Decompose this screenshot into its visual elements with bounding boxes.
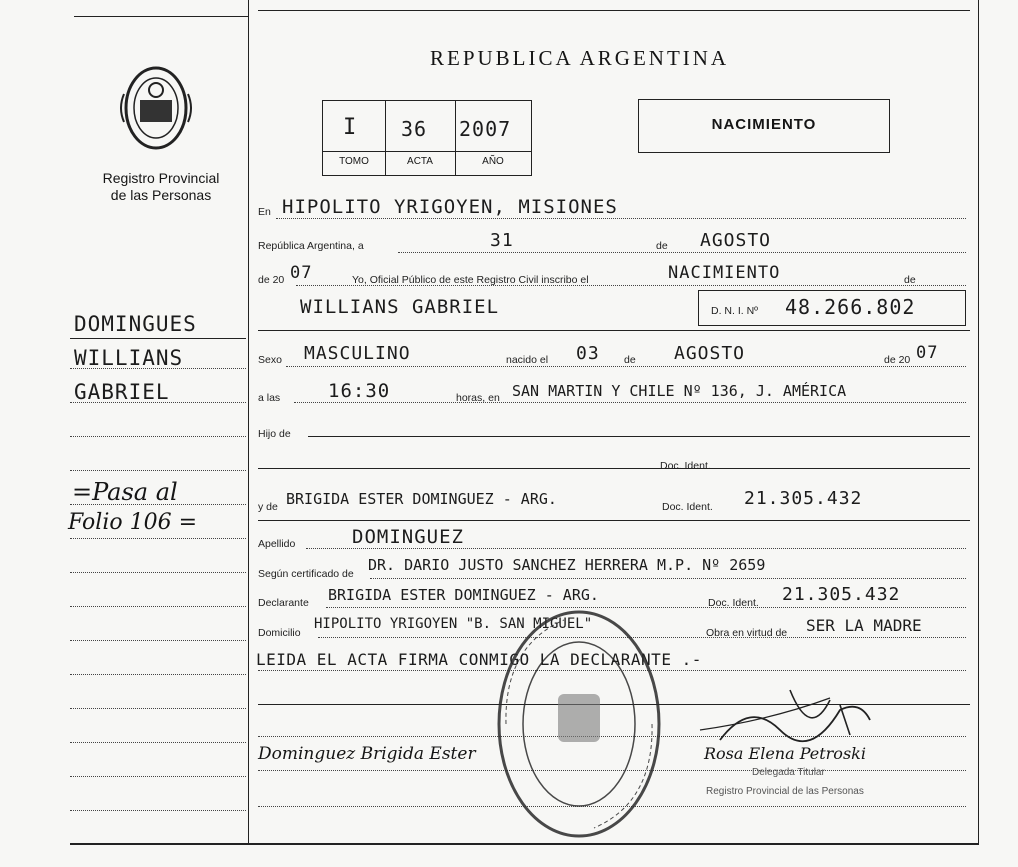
country-title: REPUBLICA ARGENTINA: [430, 46, 730, 70]
acta-label: ACTA: [407, 156, 433, 167]
mother-doc-value: 21.305.432: [744, 488, 863, 509]
sexo-value: MASCULINO: [304, 343, 411, 364]
tomo-label: TOMO: [339, 156, 369, 167]
declarante-label: Declarante: [258, 597, 309, 609]
margin-note-line2: Folio 106 =: [68, 510, 198, 535]
republica-label: República Argentina, a: [258, 240, 364, 252]
place-value: HIPOLITO YRIGOYEN, MISIONES: [282, 196, 618, 218]
top-rule-right: [258, 10, 970, 11]
doc-ident-label-father: Doc. Ident.: [660, 460, 711, 472]
margin-surname: DOMINGUES: [74, 312, 197, 336]
hijo-label: Hijo de: [258, 428, 291, 440]
leida-text: LEIDA EL ACTA FIRMA CONMIGO LA DECLARANTE .-: [256, 650, 702, 669]
bottom-rule: [70, 843, 978, 845]
year-suffix: 07: [290, 263, 313, 283]
dni-label: D. N. I. Nº: [711, 305, 759, 317]
de-label-3: de: [624, 354, 636, 366]
left-column-divider: [248, 0, 249, 845]
doc-ident-label-declarante: Doc. Ident.: [708, 597, 759, 609]
year-prefix: de 20: [258, 274, 285, 286]
official-registry: Registro Provincial de las Personas: [706, 786, 864, 797]
margin-name2: GABRIEL: [74, 380, 170, 404]
official-title: Delegada Titular: [752, 767, 825, 778]
registry-name-line2: de las Personas: [110, 187, 212, 203]
day-value: 31: [490, 230, 514, 251]
apellido-value: DOMINGUEZ: [352, 526, 464, 548]
birth-day-value: 03: [576, 343, 600, 364]
birth-year-suffix: 07: [916, 343, 939, 363]
anio-label: AÑO: [482, 156, 504, 167]
top-rule-left: [74, 16, 248, 17]
birth-year-prefix: de 20: [884, 354, 911, 366]
oficial-text: Yo, Oficial Público de este Registro Civil inscribo el: [352, 274, 589, 286]
horas-label: horas, en: [456, 392, 500, 404]
alas-label: a las: [258, 392, 281, 404]
de-label-2: de: [904, 274, 916, 286]
tomo-acta-anio-box: [322, 100, 532, 176]
record-type-box: [638, 99, 890, 153]
declarante-value: BRIGIDA ESTER DOMINGUEZ - ARG.: [328, 586, 599, 604]
en-label: En: [258, 206, 271, 218]
de-label: de: [656, 240, 668, 252]
margin-note-line1: =Pasa al: [72, 478, 178, 506]
certificado-value: DR. DARIO JUSTO SANCHEZ HERRERA M.P. Nº 2659: [368, 556, 766, 574]
acta-value: 36: [401, 117, 428, 141]
official-round-stamp: [494, 606, 664, 842]
time-value: 16:30: [328, 380, 391, 402]
month-value: AGOSTO: [700, 230, 772, 251]
declarante-doc-value: 21.305.432: [782, 584, 901, 605]
dni-value: 48.266.802: [785, 295, 916, 319]
registry-name-line1: Registro Provincial: [102, 170, 220, 186]
apellido-label: Apellido: [258, 538, 296, 550]
record-type-label: NACIMIENTO: [711, 116, 817, 133]
y-de-label: y de: [258, 501, 278, 513]
full-name-value: WILLIANS GABRIEL: [300, 296, 500, 318]
doc-ident-label-mother: Doc. Ident.: [662, 501, 713, 513]
tomo-value: I: [343, 115, 358, 140]
official-signature: Rosa Elena Petroski: [704, 744, 866, 763]
birth-month-value: AGOSTO: [674, 343, 746, 364]
obra-value: SER LA MADRE: [806, 616, 922, 635]
anio-value: 2007: [459, 117, 512, 141]
declarant-signature: Dominguez Brigida Ester: [258, 744, 476, 764]
mother-value: BRIGIDA ESTER DOMINGUEZ - ARG.: [286, 490, 557, 508]
margin-name1: WILLIANS: [74, 346, 184, 370]
nacido-label: nacido el: [506, 354, 549, 366]
provincial-seal-logo: [120, 64, 192, 156]
dni-box: [698, 290, 966, 326]
domicilio-value: HIPOLITO YRIGOYEN "B. SAN MIGUEL": [314, 616, 593, 632]
obra-label: Obra en virtud de: [706, 627, 788, 639]
sexo-label: Sexo: [258, 354, 282, 366]
domicilio-label: Domicilio: [258, 627, 301, 639]
inscribo-value: NACIMIENTO: [668, 263, 781, 283]
birth-place-value: SAN MARTIN Y CHILE Nº 136, J. AMÉRICA: [512, 382, 847, 400]
right-border: [978, 0, 979, 845]
segun-label: Según certificado de: [258, 568, 354, 580]
